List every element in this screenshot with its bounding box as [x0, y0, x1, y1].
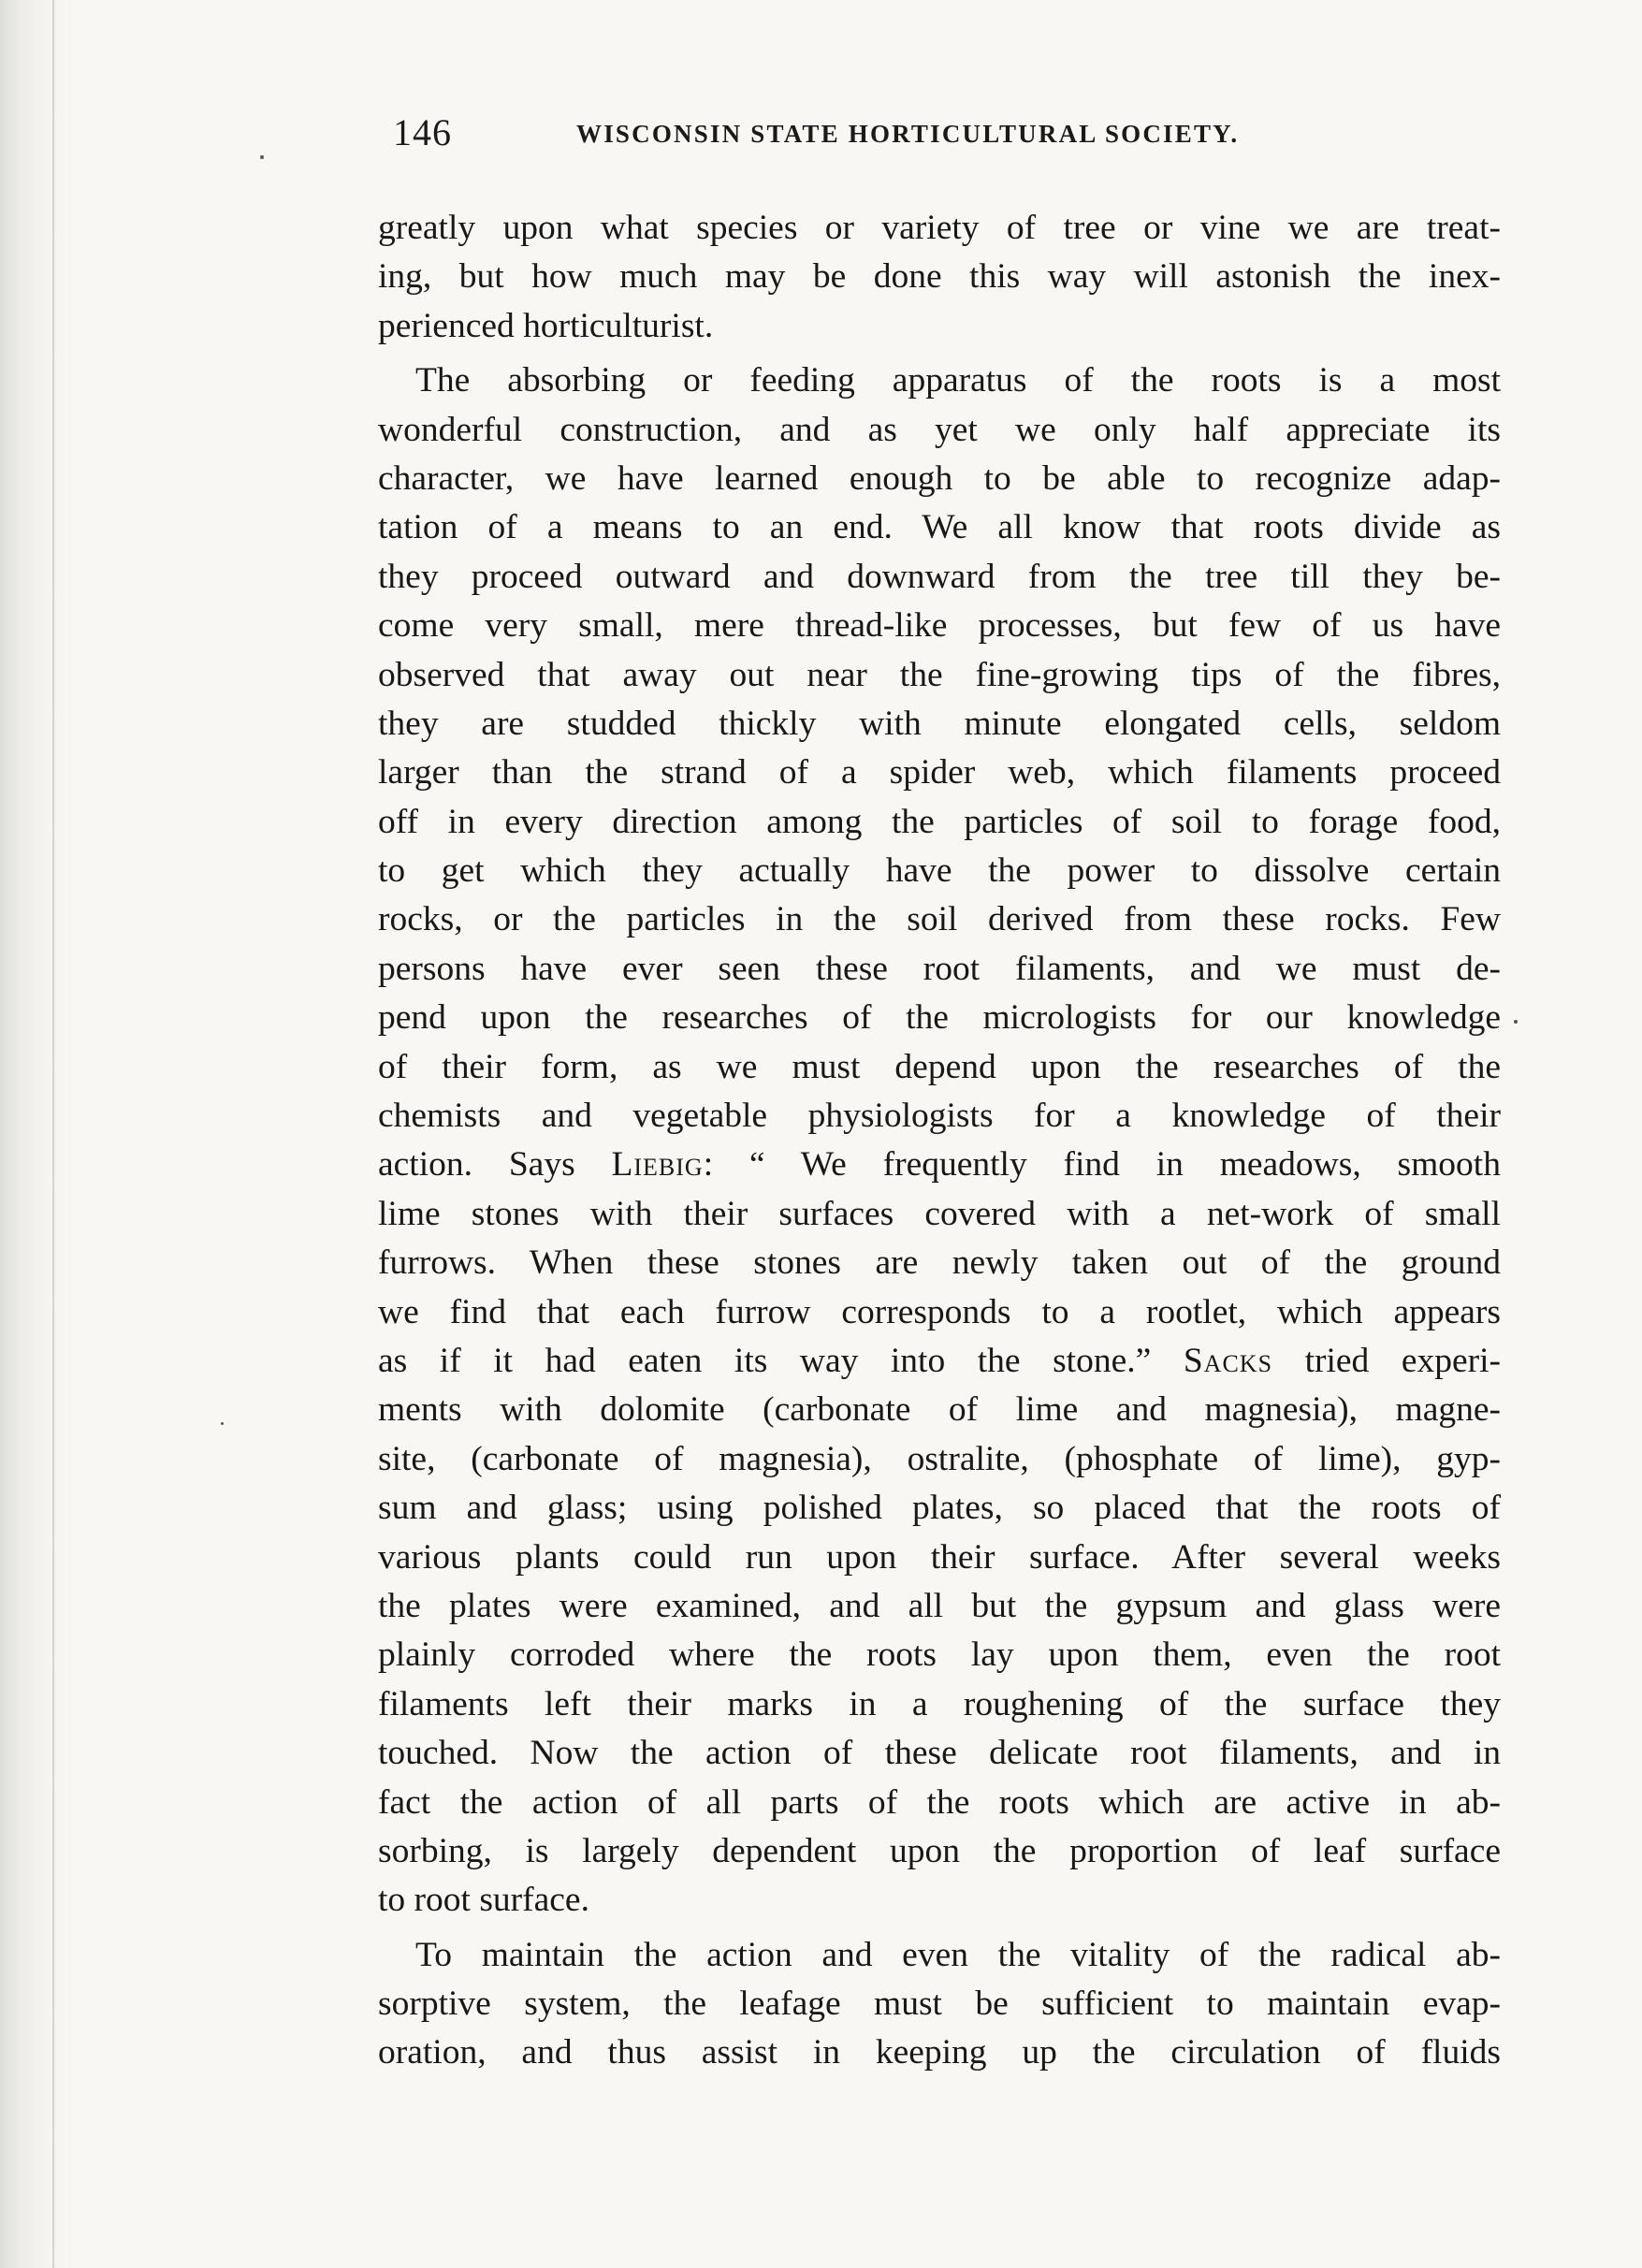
text-line: ing, but how much may be done this way will astonish the inex-: [378, 257, 1501, 297]
paragraph-1: [378, 204, 1501, 351]
text-line: larger than the strand of a spider web, which filaments proceed: [378, 753, 1501, 792]
text-line: sorptive system, the leafage must be sufficient to maintain evap-: [378, 1985, 1501, 2024]
text-line: they are studded thickly with minute elongated cells, seldom: [378, 704, 1501, 743]
text-line: The absorbing or feeding apparatus of the roots is a most: [415, 361, 1501, 400]
page-number: 146: [393, 111, 452, 153]
text-line: they proceed outward and downward from the tree till they be-: [378, 557, 1501, 596]
text-line: greatly upon what species or variety of tree or vine we are treat-: [378, 209, 1501, 247]
text-line: fact the action of all parts of the roots which are active in ab-: [378, 1782, 1501, 1822]
text-line: plainly corroded where the roots lay upon them, even the root: [378, 1636, 1501, 1675]
text-line: chemists and vegetable physiologists for a knowledge of their: [378, 1097, 1501, 1136]
author-name-sacks: Sacks: [1183, 1341, 1273, 1380]
paragraph-3: [378, 1931, 1501, 2078]
text-line: rocks, or the particles in the soil derived from these rocks. Few: [378, 900, 1501, 939]
text-line-liebig: [378, 1141, 1501, 1189]
text-line: site, (carbonate of magnesia), ostralite, (phosphate of lime), gyp-: [378, 1439, 1501, 1478]
text-line: sum and glass; using polished plates, so placed that the roots of: [378, 1489, 1501, 1528]
text-line: wonderful construction, and as yet we only half appreciate its: [378, 410, 1501, 449]
text-line: lime stones with their surfaces covered with a net-work of small: [378, 1194, 1501, 1233]
text-line: character, we have learned enough to be able to recognize adap-: [378, 458, 1501, 498]
gutter-line: [52, 0, 54, 2268]
text-fragment: : “ We frequently find in meadows, smooth: [703, 1145, 1501, 1185]
text-line: tation of a means to an end. We all know that roots divide as: [378, 508, 1501, 547]
text-line-sacks: [378, 1337, 1501, 1386]
text-line: the plates were examined, and all but the gypsum and glass were: [378, 1586, 1501, 1625]
text-line: persons have ever seen these root filaments, and we must de-: [378, 949, 1501, 988]
scan-speck: [260, 155, 264, 159]
text-line: various plants could run upon their surface. After several weeks: [378, 1537, 1501, 1577]
text-line: furrows. When these stones are newly taken out of the ground: [378, 1243, 1501, 1283]
author-name-liebig: Liebig: [611, 1145, 704, 1185]
text-line: to root surface.: [378, 1881, 589, 1920]
text-line: perienced horticulturist.: [378, 306, 714, 345]
text-fragment: action. Says: [378, 1145, 612, 1185]
body-text: [378, 204, 1501, 2078]
paragraph-2: [378, 356, 1501, 1926]
text-line: to get which they actually have the power to dissolve certain: [378, 851, 1501, 891]
scan-speck: [1514, 1020, 1518, 1024]
text-line: touched. Now the action of these delicate root filaments, and in: [378, 1734, 1501, 1773]
text-line: To maintain the action and even the vitality of the radical ab-: [415, 1935, 1501, 1974]
binding-edge: [0, 0, 75, 2268]
text-line: observed that away out near the fine-growing tips of the fibres,: [378, 655, 1501, 694]
text-line: filaments left their marks in a roughening of the surface they: [378, 1684, 1501, 1723]
text-line: ments with dolomite (carbonate of lime and magnesia), magne-: [378, 1390, 1501, 1430]
text-line: of their form, as we must depend upon the researches of the: [378, 1047, 1501, 1086]
text-line: we find that each furrow corresponds to a rootlet, which appears: [378, 1292, 1501, 1331]
text-line: off in every direction among the particles of soil to forage food,: [378, 802, 1501, 841]
text-line: come very small, mere thread-like processes, but few of us have: [378, 606, 1501, 646]
running-head: WISCONSIN STATE HORTICULTURAL SOCIETY.: [576, 120, 1240, 148]
text-line: pend upon the researches of the micrologists for our knowledge: [378, 998, 1501, 1038]
text-line: oration, and thus assist in keeping up the circulation of fluids: [378, 2033, 1501, 2072]
scan-speck: [221, 1422, 224, 1425]
page-header: [393, 110, 1488, 167]
text-line: sorbing, is largely dependent upon the proportion of leaf surface: [378, 1831, 1501, 1870]
text-fragment: as if it had eaten its way into the stone.”: [378, 1341, 1184, 1380]
text-fragment: tried experi-: [1272, 1341, 1502, 1380]
